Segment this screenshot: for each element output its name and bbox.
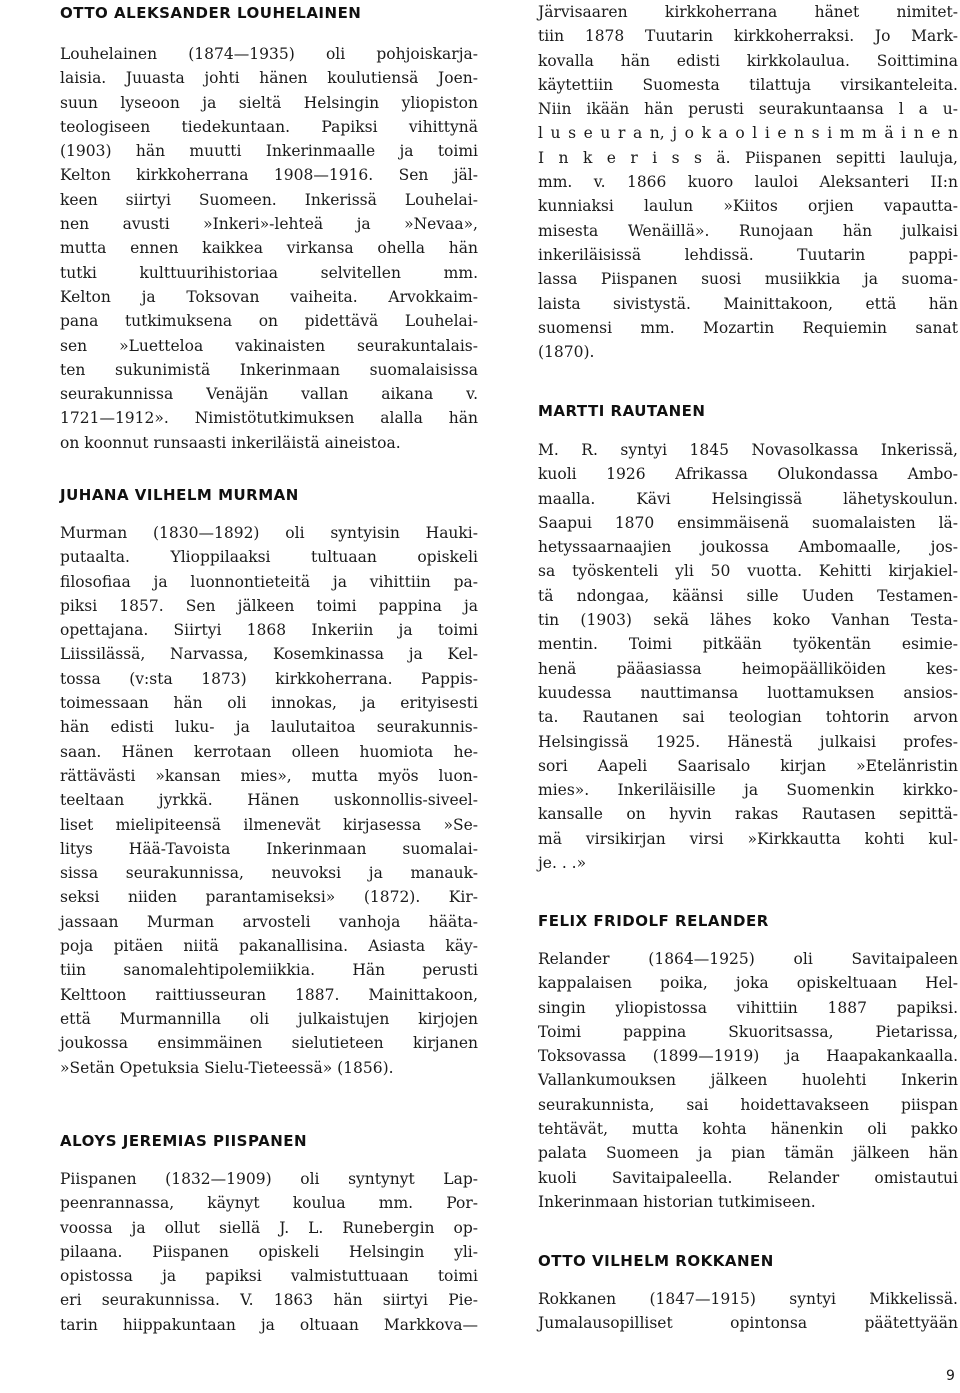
text-line: hän edisti luku- ja laulutaitoa seurakunnis- xyxy=(60,718,478,737)
text-line: Toimi pappina Skuoritsassa, Pietarissa, xyxy=(538,1022,958,1041)
text-line: teologiseen tiedekuntaan. Papiksi vihittynä xyxy=(60,117,478,136)
body-piispanen-continued xyxy=(538,0,958,364)
text-line: kuoli Savitaipaleella. Relander omistautui xyxy=(538,1168,958,1187)
text-line: toimessaan hän oli innokas, ja erityisesti xyxy=(60,694,478,713)
text-line: tossa (v:sta 1873) kirkkoherrana. Pappis- xyxy=(60,669,478,688)
text-line: kunniaksi laulun »Kiitos orjien vapautta- xyxy=(538,197,958,216)
text-line: tin (1903) sekä lähes koko Vanhan Testa- xyxy=(538,611,958,630)
text-line: Liissilässä, Narvassa, Kosemkinassa ja Kel- xyxy=(60,645,478,664)
text-line: sori Aapeli Saarisalo kirjan »Etelänristin xyxy=(538,756,958,775)
text-line: voossa ja ollut siellä J. L. Runebergin op- xyxy=(60,1218,478,1237)
heading-murman: JUHANA VILHELM MURMAN xyxy=(60,486,299,504)
text-line: opettajana. Siirtyi 1868 Inkeriin ja toimi xyxy=(60,621,478,640)
text-line: suomensi mm. Mozartin Requiemin sanat xyxy=(538,318,958,337)
heading-louhelainen: OTTO ALEKSANDER LOUHELAINEN xyxy=(60,4,362,22)
text-line: filosofiaa ja luonnontieteitä ja vihittiin pa- xyxy=(60,572,478,591)
text-line: nen avusti »Inkeri»-lehteä ja »Nevaa», xyxy=(60,215,478,234)
text-line: »Setän Opetuksia Sielu-Tieteessä» (1856). xyxy=(60,1058,394,1077)
text-line: 1721—1912». Nimistötutkimuksen alalla hän xyxy=(60,409,478,428)
text-line: seurakunnista, sai hoidettavakseen piispan xyxy=(538,1095,958,1114)
text-line: Inkerinmaan historian tutkimiseen. xyxy=(538,1192,816,1211)
text-line: Jumalausopilliset opintonsa päätettyään xyxy=(538,1314,958,1333)
text-line: tarin hiippakuntaan ja oltuaan Markkova— xyxy=(60,1315,478,1334)
text-line: peenrannassa, käynyt koulua mm. Por- xyxy=(60,1194,478,1213)
text-line: singin yliopistossa vihittiin 1887 papiksi. xyxy=(538,998,958,1017)
text-line: hetyssaarnaajien joukossa Ambomaalle, jos- xyxy=(538,538,958,557)
body-murman xyxy=(60,521,478,1080)
text-line: kappalaisen poika, joka opiskeltuaan Hel- xyxy=(538,974,958,993)
text-line: ten sukunimistä Inkerinmaan suomalaisissa xyxy=(60,360,478,379)
text-line: Piispanen (1832—1909) oli syntynyt Lap- xyxy=(60,1170,478,1188)
text-line: tä ndongaa, käänsi sille Uuden Testamen- xyxy=(538,586,958,605)
text-line: ta. Rautanen sai teologian tohtorin arvon xyxy=(538,708,958,727)
section-rokkanen xyxy=(538,1252,958,1336)
text-line: seksi niiden parantamiseksi» (1872). Kir- xyxy=(60,888,478,907)
text-line: Toksovassa (1899—1919) ja Haapakankaalla. xyxy=(538,1047,958,1066)
text-line: misesta Wenäillä». Runojaan hän julkaisi xyxy=(538,221,958,240)
heading-rautanen: MARTTI RAUTANEN xyxy=(538,402,706,420)
text-line: mm. v. 1866 kuoro lauloi Aleksanteri II:n xyxy=(538,173,958,192)
text-line: litys Hää-Tavoista Inkerinmaan suomalai- xyxy=(60,839,478,858)
text-line: sa työskenteli yli 50 vuotta. Kehitti kirjakiel- xyxy=(538,562,958,581)
text-line: mentin. Toimi pitkään työkentän esimie- xyxy=(538,635,958,654)
text-line: Järvisaaren kirkkoherrana hänet nimitet- xyxy=(538,3,958,21)
text-line: Saapui 1870 ensimmäisenä suomalaisten lä- xyxy=(538,513,958,532)
text-line: Kelttoon raittiusseuran 1887. Mainittakoon, xyxy=(60,985,478,1004)
text-line: tiin 1878 Tuutarin kirkkoherraksi. Jo Mark- xyxy=(538,27,958,46)
text-line: Louhelainen (1874—1935) oli pohjoiskarja- xyxy=(60,45,478,63)
section-piispanen xyxy=(60,1132,478,1337)
text-line: on koonnut runsaasti inkeriläistä aineistoa. xyxy=(60,433,401,452)
text-line: opistossa ja papiksi valmistuttuaan toimi xyxy=(60,1267,478,1286)
text-line: Helsingissä 1925. Hänestä julkaisi profes- xyxy=(538,732,958,751)
text-line: mies». Inkeriläisille ja Suomenkin kirkko- xyxy=(538,781,958,800)
text-line: tehtävät, mutta kohta hänenkin oli pakko xyxy=(538,1120,958,1139)
text-line: I n k e r i s s ä. Piispanen sepitti lauluja, xyxy=(538,148,958,167)
text-line: käytettiin Suomesta tilattuja virsikanteleita. xyxy=(538,75,958,94)
heading-rokkanen: OTTO VILHELM ROKKANEN xyxy=(538,1252,774,1270)
text-line: suun lyseoon ja sieltä Helsingin yliopiston xyxy=(60,93,478,112)
text-line: Murman (1830—1892) oli syntyisin Hauki- xyxy=(60,524,478,542)
text-line: rättävästi »kansan mies», mutta myös luon- xyxy=(60,766,478,785)
body-piispanen xyxy=(60,1167,478,1337)
text-line: je. . .» xyxy=(538,854,587,873)
text-line: lassa Piispanen suosi musiikkia ja suoma- xyxy=(538,270,958,289)
text-line: Vallankumouksen jälkeen huolehti Inkerin xyxy=(538,1071,958,1090)
text-line: tutki kulttuurihistoriaa selvitellen mm. xyxy=(60,263,478,282)
text-line: Kelton ja Toksovan vaiheita. Arvokkaim- xyxy=(60,287,478,306)
text-line: poja pitäen niitä pakanallisina. Asiasta käy- xyxy=(60,937,478,956)
text-line: Rokkanen (1847—1915) syntyi Mikkelissä. xyxy=(538,1290,958,1308)
text-line: tiin sanomalehtipolemiikkia. Hän perusti xyxy=(60,961,478,980)
section-piispanen-continued xyxy=(538,0,958,364)
text-line: jassaan Murman arvosteli vanhoja häätа- xyxy=(60,912,478,931)
text-line: kuudessa nauttimansa luottamuksen ansios- xyxy=(538,683,958,702)
section-murman xyxy=(60,486,478,1080)
heading-piispanen: ALOYS JEREMIAS PIISPANEN xyxy=(60,1132,308,1150)
text-line: sen »Luetteloa vakinaisten seurakuntalais- xyxy=(60,336,478,355)
text-line: pilaana. Piispanen opiskeli Helsingin yli- xyxy=(60,1242,478,1261)
text-line: teeltaan jyrkkä. Hänen uskonnollis-siveel- xyxy=(60,791,478,810)
text-line: pana tutkimuksena on pidettävä Louhelai- xyxy=(60,312,478,331)
text-line: saan. Hänen kerrotaan olleen huomiota he- xyxy=(60,742,478,761)
body-rautanen xyxy=(538,438,958,875)
text-line: (1870). xyxy=(538,343,595,362)
text-line: seurakunnissa Venäjän vallan aikana v. xyxy=(60,385,478,404)
body-rokkanen xyxy=(538,1287,958,1336)
section-rautanen xyxy=(538,402,958,875)
text-line: Kelton kirkkoherrana 1908—1916. Sen jäl- xyxy=(60,166,478,185)
text-line: kovalla hän edisti kirkkolaulua. Soittimina xyxy=(538,51,958,70)
text-line: palata Suomeen ja pian tämän jälkeen hän xyxy=(538,1144,958,1163)
text-line: (1903) hän muutti Inkerinmaalle ja toimi xyxy=(60,142,478,161)
body-relander xyxy=(538,947,958,1214)
text-line: että Murmannilla oli julkaistujen kirjojen xyxy=(60,1009,478,1028)
text-line: kansalle on hyvin rakas Rautasen sepittä- xyxy=(538,805,958,824)
text-line: eri seurakunnissa. V. 1863 hän siirtyi Pie- xyxy=(60,1291,478,1310)
text-line: sissa seurakunnissa, neuvoksi ja manauk- xyxy=(60,864,478,883)
body-louhelainen xyxy=(60,42,478,455)
section-louhelainen xyxy=(60,4,478,455)
text-line: henä pääasiassa heimopäälliköiden kes- xyxy=(538,659,958,678)
page-number: 9 xyxy=(946,1368,955,1384)
text-line: l u s e u r a n, j o k a o l i e n s i m m ä i n e n xyxy=(538,124,958,143)
text-line: inkeriläisissä lehdissä. Tuutarin pappi- xyxy=(538,245,958,264)
text-line: joukossa ensimmäinen sielutieteen kirjanen xyxy=(60,1034,478,1053)
heading-relander: FELIX FRIDOLF RELANDER xyxy=(538,912,769,930)
text-line: Niin ikään hän perusti seurakuntaansa l a u- xyxy=(538,100,958,119)
text-line: liset mielipiteensä ilmenevät kirjasessa »Se- xyxy=(60,815,478,834)
text-line: mä virsikirjan virsi »Kirkkautta kohti kul- xyxy=(538,829,958,848)
text-line: laisia. Juuasta johti hänen koulutiensä Joen- xyxy=(60,69,478,88)
text-line: Relander (1864—1925) oli Savitaipaleen xyxy=(538,950,958,968)
text-line: M. R. syntyi 1845 Novasolkassa Inkerissä, xyxy=(538,441,958,459)
text-line: laista sivistystä. Mainittakoon, että hän xyxy=(538,294,958,313)
text-line: piksi 1857. Sen jälkeen toimi pappina ja xyxy=(60,596,478,615)
section-relander xyxy=(538,912,958,1214)
text-line: kuoli 1926 Afrikassa Olukondassa Ambo- xyxy=(538,465,958,484)
text-line: mutta ennen kaikkea virkansa ohella hän xyxy=(60,239,478,258)
text-line: putaalta. Ylioppilaaksi tultuaan opiskeli xyxy=(60,548,478,567)
text-line: maalla. Kävi Helsingissä lähetyskoulun. xyxy=(538,489,958,508)
text-line: keen siirtyi Suomeen. Inkerissä Louhelai- xyxy=(60,190,478,209)
